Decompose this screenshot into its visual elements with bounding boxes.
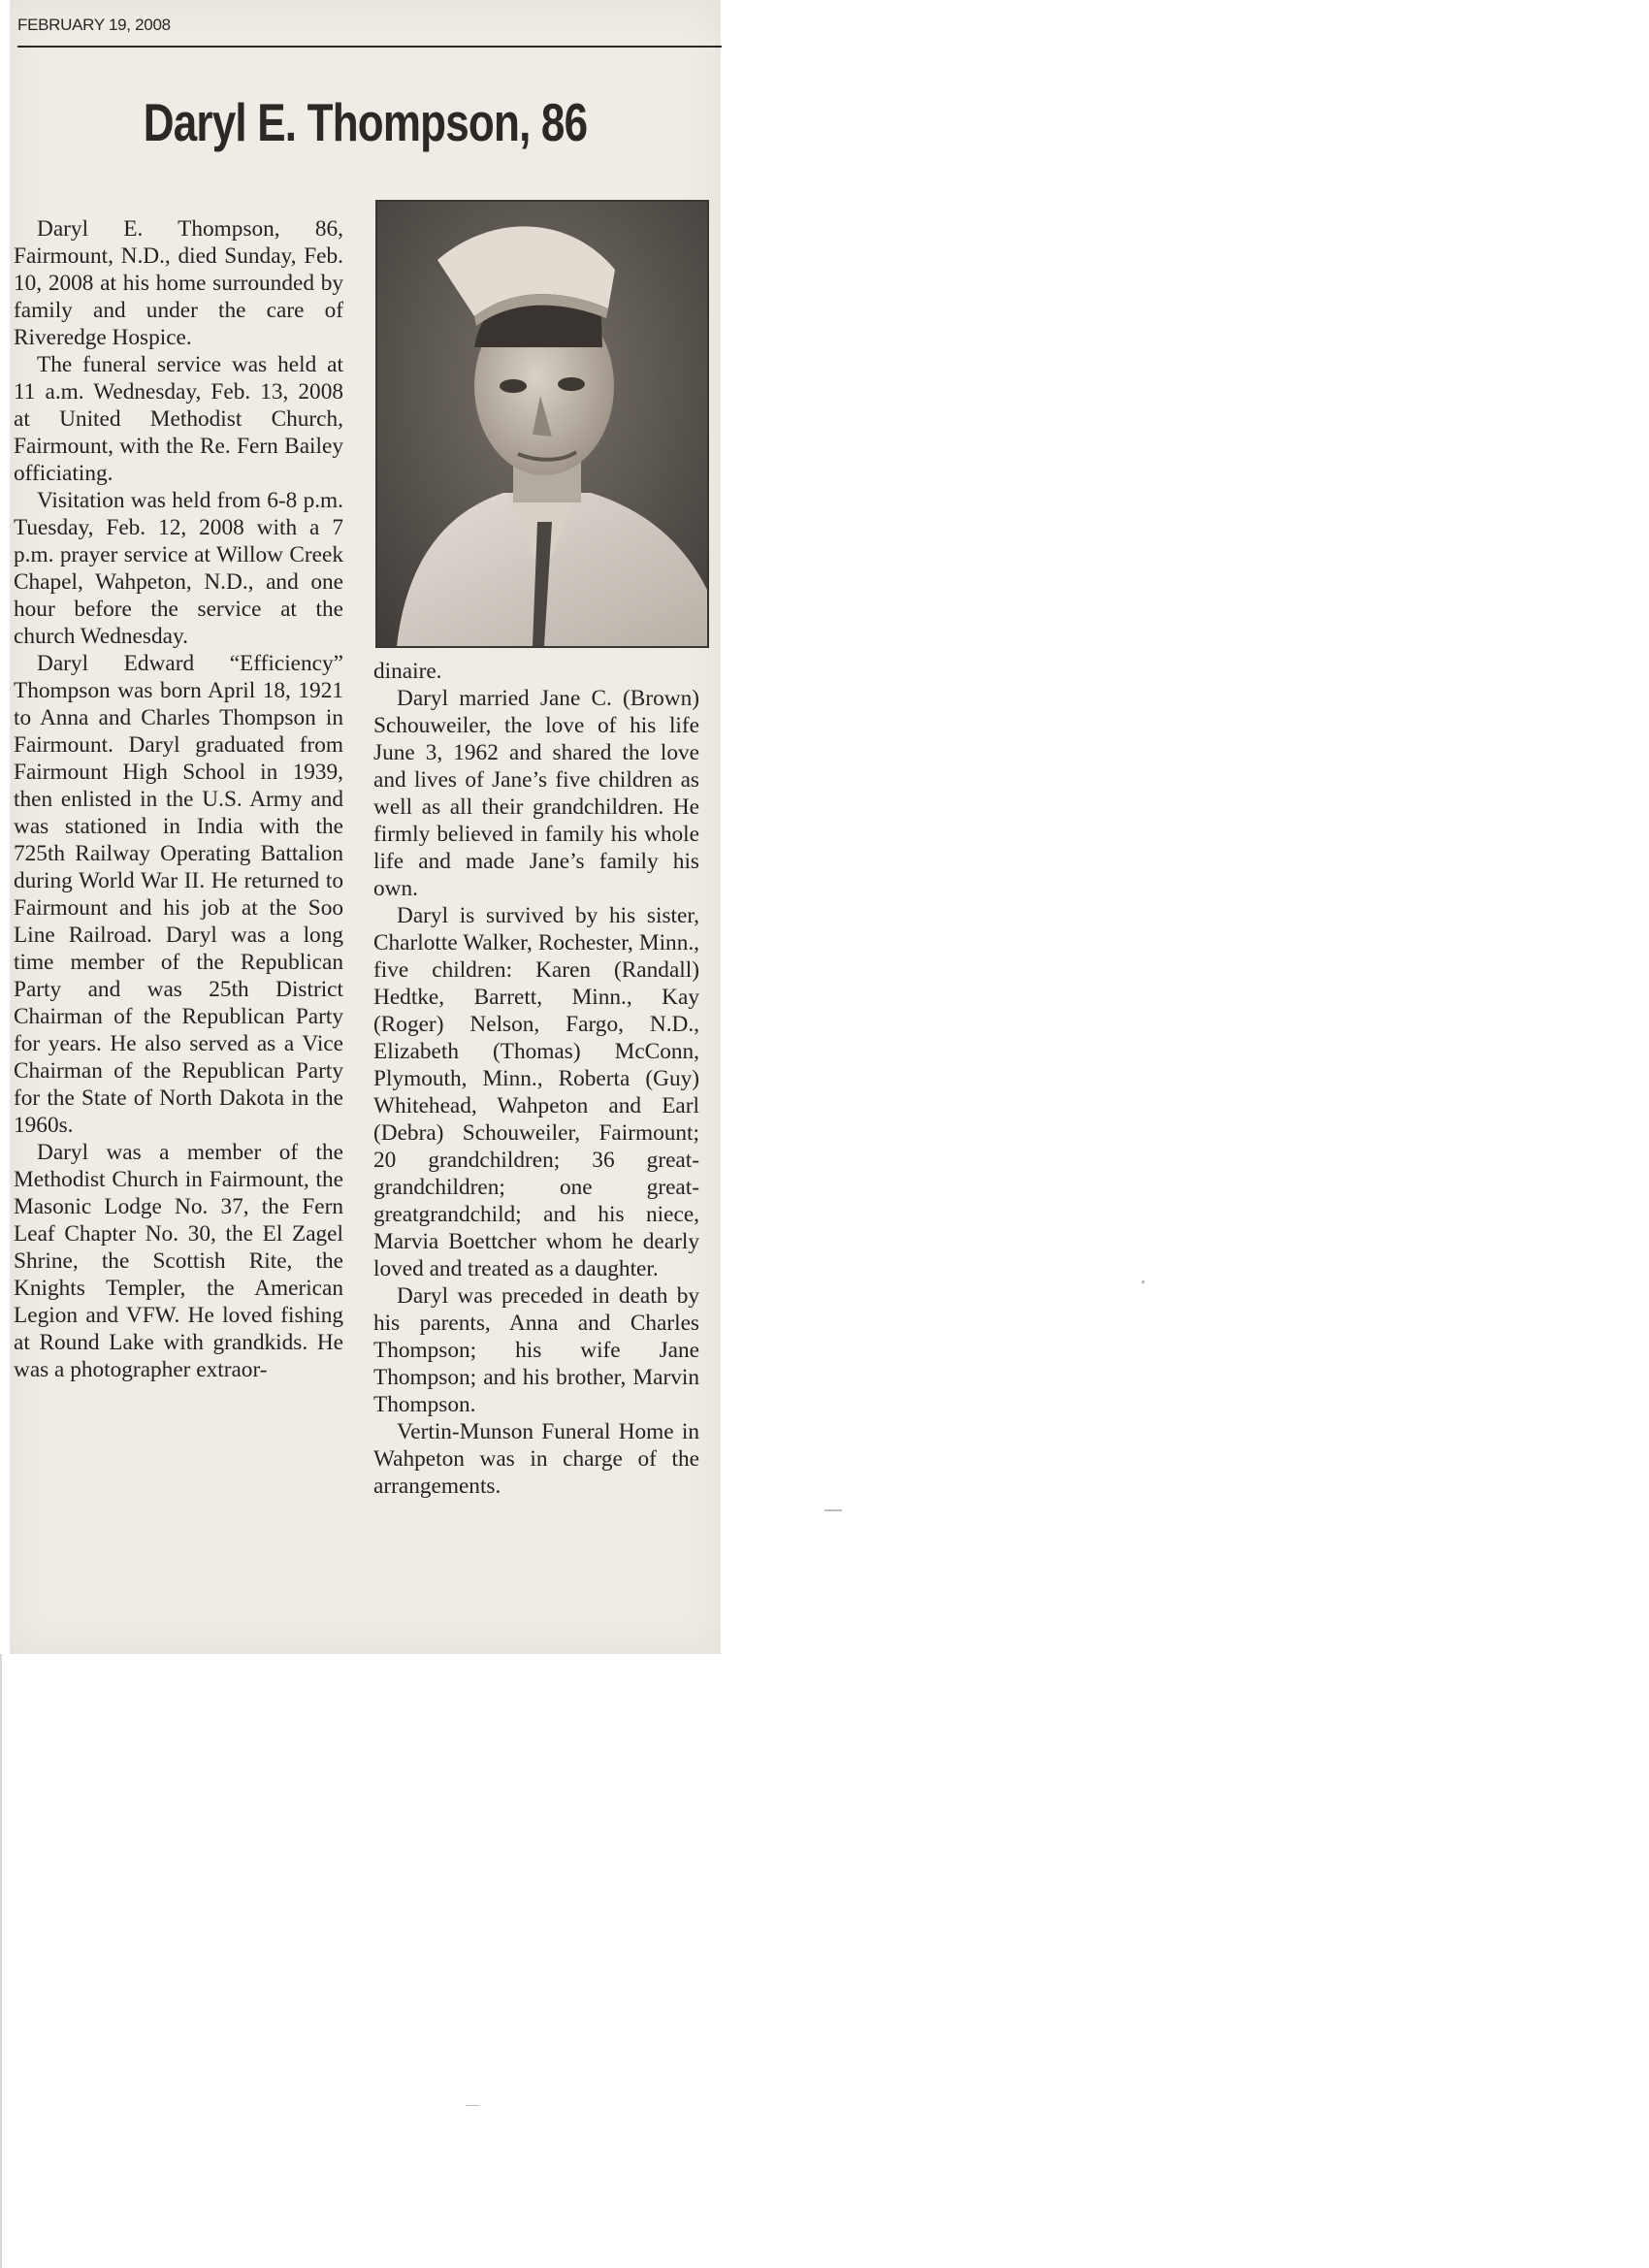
dateline: FEBRUARY 19, 2008 xyxy=(17,16,171,34)
left-column xyxy=(14,215,343,1383)
scan-speck xyxy=(1142,1280,1145,1283)
paragraph-funeral-service: The funeral service was held at 11 a.m. Wednesday, Feb. 13, 2008 at United Methodist Church, Fairmount, with the Re. Fern Bailey officiating. xyxy=(14,352,343,486)
scan-speck xyxy=(824,1509,842,1511)
paragraph-marriage: Daryl married Jane C. (Brown) Schouweiler, the love of his life June 3, 1962 and shared the love and lives of Jane’s five children as well as all their grandchildren. He firmly believed in family his whole life and made Jane’s family his own. xyxy=(373,686,699,901)
paragraph-preceded: Daryl was preceded in death by his parents, Anna and Charles Thompson; his wife Jane Thompson; and his brother, Marvin Thompson. xyxy=(373,1283,699,1417)
paragraph-survivors: Daryl is survived by his sister, Charlotte Walker, Rochester, Minn., five children: Karen (Randall) Hedtke, Barrett, Minn., Kay (Roger) Nelson, Fargo, N.D., Elizabeth (Thomas) McConn, Plymouth, Minn., Roberta (Guy) Whitehead, Wahpeton and Earl (Debra) Schouweiler, Fairmount; 20 grandchildren; 36 great-grandchildren; one great-greatgrandchild; and his niece, Marvia Boettcher whom he dearly loved and treated as a daughter. xyxy=(373,903,699,1281)
paragraph-visitation: Visitation was held from 6-8 p.m. Tuesday, Feb. 12, 2008 with a 7 p.m. prayer service at Willow Creek Chapel, Wahpeton, N.D., and one hour before the service at the church Wednesday. xyxy=(14,488,343,649)
scan-edge xyxy=(0,1654,2,2268)
scan-speck xyxy=(466,2105,479,2106)
header-rule xyxy=(17,46,722,48)
paragraph-death-notice: Daryl E. Thompson, 86, Fairmount, N.D., died Sunday, Feb. 10, 2008 at his home surrounded by family and under the care of Riveredge Hospice. xyxy=(14,216,343,350)
paragraph-funeral-home: Vertin-Munson Funeral Home in Wahpeton was in charge of the arrangements. xyxy=(373,1419,699,1499)
paragraph-continuation: dinaire. xyxy=(373,659,442,684)
obituary-headline: Daryl E. Thompson, 86 xyxy=(143,92,588,152)
portrait-photo xyxy=(375,200,709,648)
paragraph-memberships: Daryl was a member of the Methodist Church in Fairmount, the Masonic Lodge No. 37, the Fern Leaf Chapter No. 30, the El Zagel Shrine, the Scottish Rite, the Knights Templer, the American Legion and VFW. He loved fishing at Round Lake with grandkids. He was a photographer extraor- xyxy=(14,1140,343,1382)
paragraph-biography: Daryl Edward “Efficiency” Thompson was born April 18, 1921 to Anna and Charles Thompson in Fairmount. Daryl graduated from Fairmount High School in 1939, then enlisted in the U.S. Army and was stationed in India with the 725th Railway Operating Battalion during World War II. He returned to Fairmount and his job at the Soo Line Railroad. Daryl was a long time member of the Republican Party and was 25th District Chairman of the Republican Party for years. He also served as a Vice Chairman of the Republican Party for the State of North Dakota in the 1960s. xyxy=(14,651,343,1138)
right-column xyxy=(373,658,699,1500)
soldier-portrait-image xyxy=(377,202,707,646)
